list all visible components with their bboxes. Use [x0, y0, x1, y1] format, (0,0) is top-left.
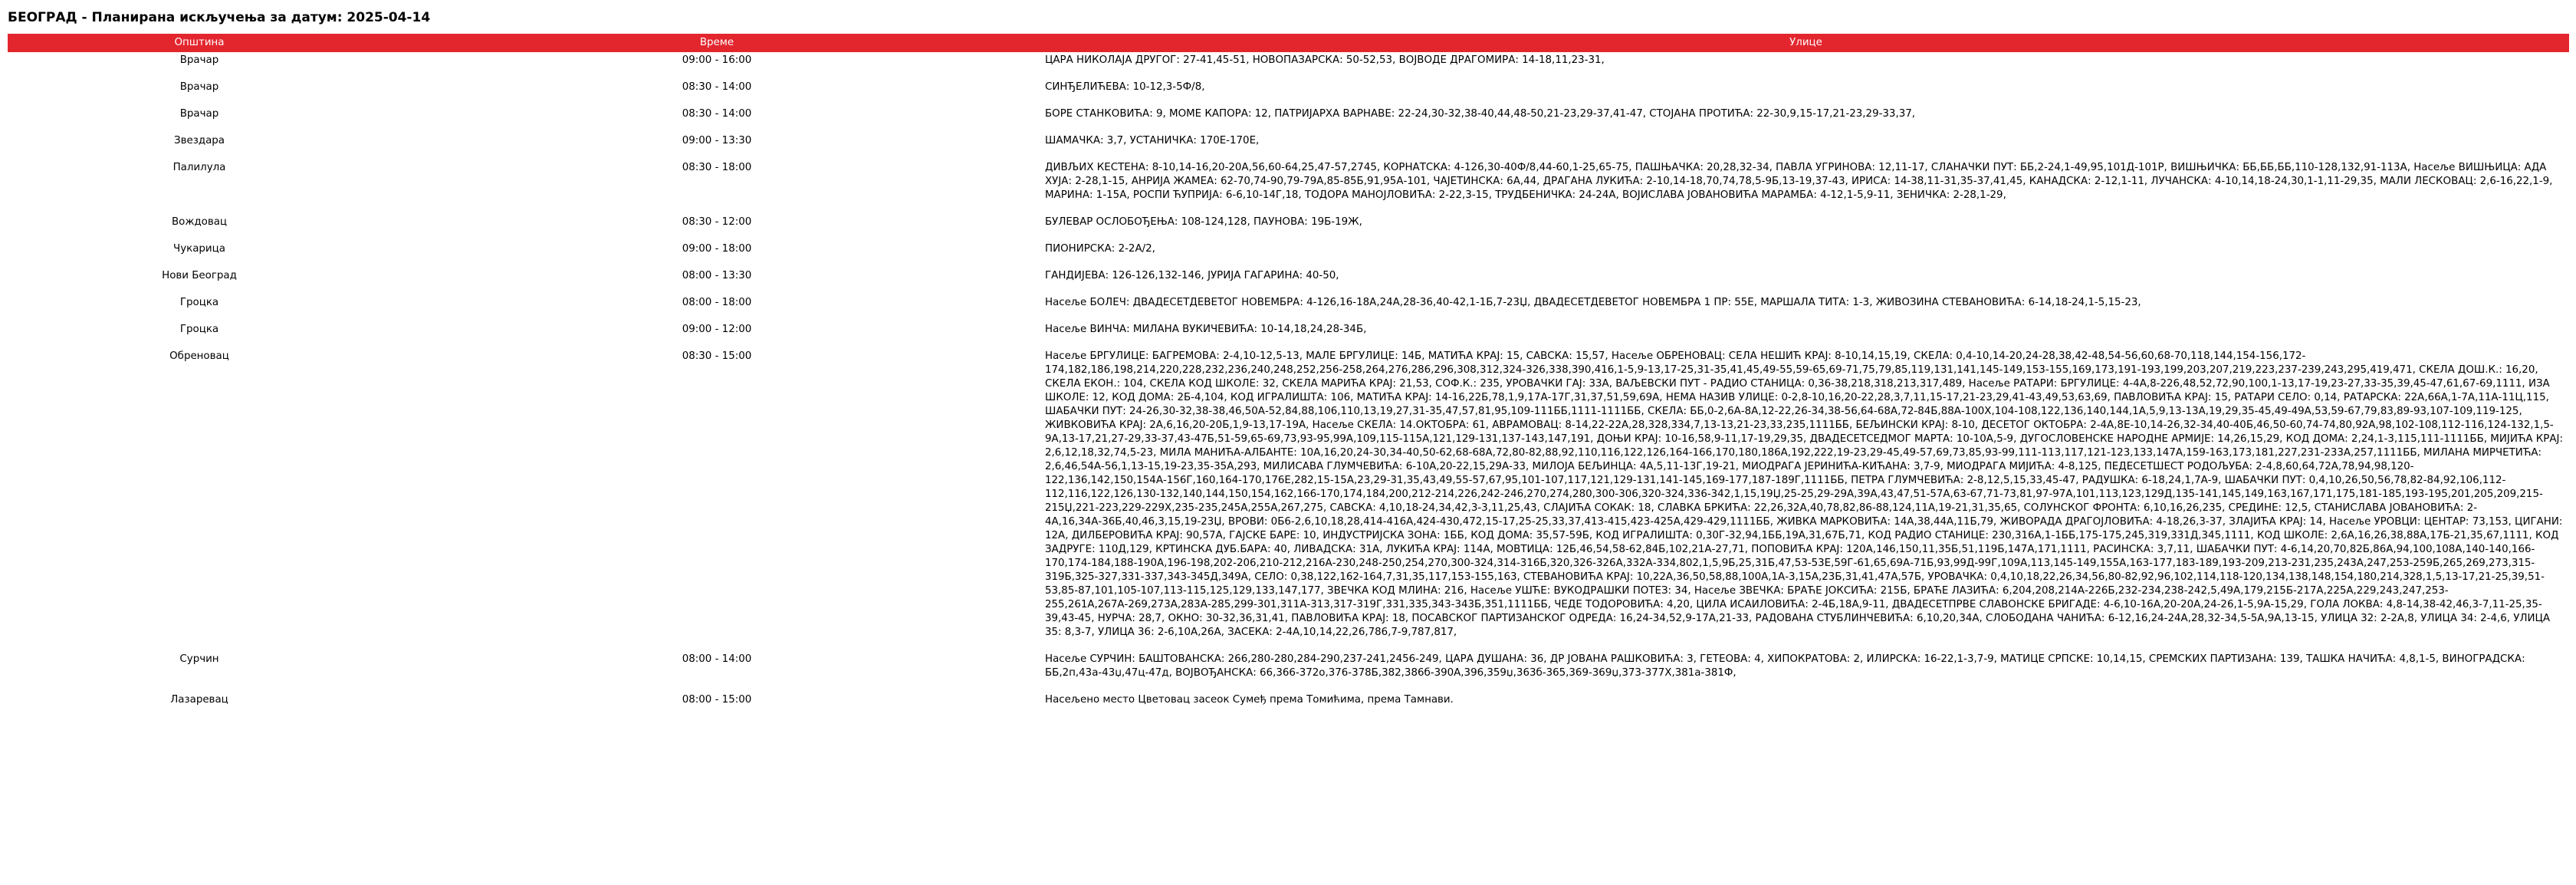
streets-cell: Насеље ВИНЧА: МИЛАНА ВУКИЧЕВИЋА: 10-14,18,24,28-34Б,: [1045, 324, 1367, 335]
table-row: [8, 79, 2569, 106]
time-cell: 09:00 - 18:00: [682, 243, 752, 255]
time-cell: 08:30 - 14:00: [682, 108, 752, 120]
municipality-cell: Сурчин: [179, 653, 219, 665]
table-row: [8, 133, 2569, 160]
time-cell: 08:30 - 12:00: [682, 216, 752, 228]
time-cell: 08:00 - 14:00: [682, 653, 752, 665]
table-row: [8, 160, 2569, 214]
table-row: [8, 321, 2569, 348]
municipality-cell: Гроцка: [179, 324, 219, 335]
streets-cell: ДИВЉИХ КЕСТЕНА: 8-10,14-16,20-20А,56,60-64,25,47-57,2745, КОРНАТСКА: 4-126,30-40Ф/8,44-60,1-25,65-75, ПАШЊАЧКА: 20,28,32-34, ПАВЛА УГРИНОВА: 12,11-17, СЛАНАЧКИ ПУТ: ББ,2-24,1-49,95,101Д-101Р, ВИШЊИЧКА: ББ,ББ,ББ,110-128,132,91-113А, Насеље ВИШЊИЦА: АДА ХУЈА: 2-28,1-15, АНРИЈА ЖАМЕА: 62-70,74-90,79-79А,85-85Б,91,95А-101, ЧАЈЕТИНСКА: 6А,44, ДРАГАНА ЛУКИЋА: 2-10,14-18,70,74,78,5-9Б,13-19,37-43, ИРИСА: 14-38,11-31,35-37,41,45, КАНАДСКА: 2-12,1-11, ЛУЧАНСКА: 4-10,14,18-24,30,1-1,11-29,35, МАЛИ ЛЕСКОВАЦ: 2,6-16,22,1-9, МАРИНА: 1-15А, РОСПИ ЋУПРИЈА: 6-6,10-14Г,18, ТОДОРА МАНОЈЛОВИЋА: 2-22,3-15, ТРУДБЕНИЧКА: 24-24А, ВОЈИСЛАВА ЈОВАНОВИЋА МАРАМБА: 4-12,1-5,9-11, ЗЕНИЧКА: 2-28,1-29,: [1045, 162, 2553, 201]
streets-cell: БОРЕ СТАНКОВИЋА: 9, МОМЕ КАПОРА: 12, ПАТРИЈАРХА ВАРНАВЕ: 22-24,30-32,38-40,44,48-50,21-23,29-37,41-47, СТОЈАНА ПРОТИЋА: 22-30,9,15-17,21-23,29-33,37,: [1045, 108, 1916, 120]
time-cell: 09:00 - 16:00: [682, 54, 752, 66]
municipality-cell: Нови Београд: [162, 270, 237, 281]
time-cell: 08:30 - 15:00: [682, 350, 752, 362]
table-row: [8, 294, 2569, 321]
municipality-cell: Звездара: [173, 135, 225, 146]
municipality-cell: Палилула: [172, 162, 226, 173]
table-row: [8, 651, 2569, 692]
time-cell: 08:00 - 18:00: [682, 297, 752, 308]
table-row: [8, 52, 2569, 79]
municipality-cell: Обреновац: [169, 350, 229, 362]
table-body: [8, 52, 2569, 719]
outages-table: [8, 34, 2569, 719]
time-cell: 08:30 - 18:00: [682, 162, 752, 173]
table-row: [8, 348, 2569, 651]
municipality-cell: Врачар: [179, 81, 219, 93]
time-cell: 09:00 - 13:30: [682, 135, 752, 146]
municipality-cell: Чукарица: [173, 243, 225, 255]
municipality-cell: Гроцка: [179, 297, 219, 308]
time-cell: 08:00 - 15:00: [682, 694, 752, 706]
column-header-opstina: Општина: [8, 34, 391, 52]
municipality-cell: Вождовац: [171, 216, 228, 228]
header-row: [8, 34, 2569, 52]
streets-cell: Насеље СУРЧИН: БАШТОВАНСКА: 266,280-280,284-290,237-241,2456-249, ЦАРА ДУШАНА: 36, ДР ЈОВАНА РАШКОВИЋА: 3, ГЕТЕОВА: 4, ХИПОКРАТОВА: 2, ИЛИРСКА: 16-22,1-3,7-9, МАТИЦЕ СРПСКЕ: 10,14,15, СРЕМСКИХ ПАРТИЗАНА: 139, ТАШКА НАЧИЋА: 4,8,1-5, ВИНОГРАДСКА: ББ,2п,43а-43џ,47ц-47д, ВОЈВОЂАНСКА: 66,366-372о,376-378Б,382,386б-390А,396,359џ,363б-365,369-369џ,373-377Х,381а-381Ф,: [1045, 653, 2525, 679]
municipality-cell: Врачар: [179, 54, 219, 66]
streets-cell: Насеље БРГУЛИЦЕ: БАГРЕМОВА: 2-4,10-12,5-13, МАЛЕ БРГУЛИЦЕ: 14Б, МАТИЋА КРАЈ: 15, САВСКА: 15,57, Насеље ОБРЕНОВАЦ: СЕЛА НЕШИЋ КРАЈ: 8-10,14,15,19, СКЕЛА: 0,4-10,14-20,24-28,38,42-48,54-56,60,68-70,118,144,154-156,172-174,182,186,198,214,220,228,232,236,240,248,252,256-258,264,276,286,296,308,312,324-326,338,390,416,1-5,9-13,17-25,31-35,41,45,49-55,59-65,69-71,75,79,85,119,131,141,145-149,153-155,169,173,191-193,199,203,207,219,223,237-239,243,295,419,471, СКЕЛА ДОШ.К.: 16,20, СКЕЛА ЕКОН.: 104, СКЕЛА КОД ШКОЛЕ: 32, СКЕЛА МАРИЋА КРАЈ: 21,53, СОФ.К.: 235, УРОВАЧКИ ГАЈ: 33А, ВАЉЕВСКИ ПУТ - РАДИО СТАНИЦА: 0,36-38,218,318,213,317,489, Насеље РАТАРИ: БРГУЛИЦЕ: 4-4А,8-226,48,52,72,90,100,1-13,17-19,23-27,33-35,39,45-47,61,67-69,1111, ИЗА ШКОЛЕ: 12, КОД ДОМА: 2Б-4,104, КОД ИГРАЛИШТА: 106, МАТИЋА КРАЈ: 14-16,22Б,78,1,9,17А-17Г,31,37,51,59,69А, НЕМА НАЗИВ УЛИЦЕ: 0-2,8-10,16,20-22,28,3,7,11,15-17,21-23,29,41-43,49,53,63,69, ПАВЛОВИЋА КРАЈ: 15, РАТАРИ СЕЛО: 0,14, РАТАРСКА: 22А,66А,1-7А,11А-11Ц,115, ШАБАЧКИ ПУТ: 24-26,30-32,38-38,46,50А-52,84,88,106,110,13,19,27,31-35,47,57,81,95,109-111ББ,1111-1111ББ, СКЕЛА: ББ,0-2,6А-8А,12-22,26-34,38-56,64-68А,72-84Б,88А-100Х,104-108,122,136,140,144,1А,5,9,13-13А,19,29,35-45,49-49А,53,59-67,79,83,89-93,107-109,119-125, ЖИВКОВИЋА КРАЈ: 2А,6,16,20-20Б,1,9-13,17-19А, Насеље СКЕЛА: 14.ОКТОБРА: 61, АВРАМОВАЦ: 8-14,22-22А,28,328,334,7,13-13,21-23,33,235,1111ББ, БЕЉИНСКИ КРАЈ: 8-10, ДЕСЕТОГ ОКТОБРА: 2-4А,8Е-10,14-26,32-34,40-40Б,46,50-60,74-74,80,92А,98,102-108,112-116,124-132,1,5-9А,13-17,21,27-29,33-37,43-47Б,51-59,65-69,73,93-95,99А,109,115-115А,121,129-131,137-143,147,191, ДОЊИ КРАЈ: 10-16,58,9-11,17-19,29,35, ДВАДЕСЕТСЕДМОГ МАРТА: 10-10А,5-9, ДУГОСЛОВЕНСКЕ НАРОДНЕ АРМИЈЕ: 14,26,15,29, КОД ДОМА: 2,24,1-3,115,111-1111ББ, МИЈИЋА КРАЈ: 2,6,12,18,32,74,5-23, МИЛА МАНИЋА-АЛБАНТЕ: 10А,16,20,24-30,34-40,50-62,68-68А,72,80-82,88,92,110,116,122,126,164-166,170,180,186А,192,222,19-23,29-45,49-57,69,73,85,93-99,111-113,117,121-123,133,147А,159-163,173,181,227,231-233А,257,1111ББ, МИЛАНА МИРЧЕТИЋА: 2,6,46,54А-56,1,13-15,19-23,35-35А,293, МИЛИСАВА ГЛУМЧЕВИЋА: 6-10А,20-22,15,29А-33, МИЛОЈА БЕЉИНЦА: 4А,5,11-13Г,19-21, МИОДРАГА ЈЕРИНИЋА-КИЋАНА: 3,7-9, МИОДРАГА МИЈИЋА: 4-8,125, ПЕДЕСЕТШЕСТ РОДОЉУБА: 2-4,8,60,64,72А,78,94,98,120-122,136,142,150,154А-156Г,160,164-170,176Е,282,15-15А,23,29-31,35,43,49,55-57,67,95,101-107,117,121,129-131,141-145,169-177,187-189Г,1111ББ, ПЕТРА ГЛУМЧЕВИЋА: 2-8,12,5,15,33,45-47, РАДУШКА: 6-18,24,1,7А-9, ШАБАЧКИ ПУТ: 0,4,10,26,50,56,78,82-84,92,106,112-112,116,122,126,130-132,140,144,150,154,162,166-170,174,184,200,212-214,226,242-246,270,274,280,300-306,320-324,336-342,1,15,19Џ,25-25,29-29А,39А,43,47,51-57А,63-67,71-73,81,97-97А,101,113,123,129Д,135-141,145,149,163,167,171,175,181-185,193-195,201,205,209,215-215Џ,221-223,229-229Х,235-235,245А,255А,267,275, САВСКА: 4,10,18-24,34,42,3-3,11,25,43, СЛАЈИЋА СОКАК: 18, СЛАВКА БРКИЋА: 22,26,32А,40,78,82,86-88,124,11А,19-21,31,35,65, СОЛУНСКОГ ФРОНТА: 6,10,16,26,235, СРЕДИНЕ: 12,5, СТАНИСЛАВА ЈОВАНОВИЋА: 2-4А,16,34А-36Б,40,46,3,15,19-23Џ, ВРОВИ: 0Б6-2,6,10,18,28,414-416А,424-430,472,15-17,25-25,33,37,413-415,423-425А,429-429,1111ББ, ЖИВКА МАРКОВИЋА: 14А,38,44А,11Б,79, ЖИВОРАДА ДРАГОЈЛОВИЋА: 4-18,26,3-37, ЗЛАЈИЋА КРАЈ: 14, Насеље УРОВЦИ: ЦЕНТАР: 73,153, ЦИГАНИ: 12А, ДИЛБЕРОВИЋА КРАЈ: 90,57А, ГАЈСКЕ БАРЕ: 10, ИНДУСТРИЈСКА ЗОНА: 1ББ, КОД ДОМА: 35,57-59Б, КОД ИГРАЛИШТА: 0,30Г-32,94,1ББ,19А,31,67Б,71, КОД РАДИО СТАНИЦЕ: 230,316А,1-1ББ,175-175,245,319,331Д,345,1111, КОД ШКОЛЕ: 2,6А,16,26,38,88А,17Б-21,35,67,1111, КОД ЗАДРУГЕ: 110Д,129, КРТИНСКА ДУБ.БАРА: 40, ЛИВАДСКА: 31А, ЛУКИЋА КРАЈ: 114А, МОВТИЦА: 12Б,46,54,58-62,84Б,102,21А-27,71, ПОПОВИЋА КРАЈ: 120А,146,150,11,35Б,51,119Б,147А,171,1111, РАСИНСКА: 3,7,11, ШАБАЧКИ ПУТ: 4-6,14,20,70,82Б,86А,94,100,108А,140-140,166-170,174-184,188-190А,196-198,202-206,210-212,216А-230,248-250,254,270,300-324,314-316Б,320,326-326А,332А-334,802,1,5,9Б,25,31Б,47,53-53Е,59Г-61,65,69А-71Б,93,99Д-99Г,109А,113,145-149,155А,163-177,183-189,193-209,213-231,235,243А,247,253-259Б,265,269,273,315-319Б,325-327,331-337,343-345Д,349А, СЕЛО: 0,38,122,162-164,7,31,35,117,153-155,163, СТЕВАНОВИЋА КРАЈ: 10,22А,36,50,58,88,100А,1А-3,15А,23Б,31,41,47А,57Б, УРОВАЧКА: 0,4,10,18,22,26,34,56,80-82,92,96,102,114,118-120,134,138,148,154,180,214,328,1,5,13-17,21-25,39,51-53,85-87,101,105-107,113-115,125,129,133,147,177, ЗВЕЧКА КОД МЛИНА: 216, Насеље УШЋЕ: ВУКОДРАШКИ ПОТЕЗ: 34, Насеље ЗВЕЧКА: БРАЋЕ ЈОКСИЋА: 215Б, БРАЋЕ ЛАЗИЋА: 6,204,208,214А-226Б,232-234,238-242,5,49А,179,215Б-217А,225А,229,243,247,253-255,261А,267А-269,273А,283А-285,299-301,311А-313,317-319Г,331,335,343-343Б,351,1111ББ, ЧЕДЕ ТОДОРОВИЋА: 4,20, ЦИЛА ИСАИЛОВИЋА: 2-4Б,18А,9-11, ДВАДЕСЕТПРВЕ СЛАВОНСКЕ БРИГАДЕ: 4-6,10-16А,20-20А,24-26,1-5,9А-15,29, ГОЛА ЛОКВА: 4,8-14,38-42,46,3-7,11-25,35-39,43-45, НУРЧА: 28,7, ОКНО: 30-32,36,31,41, ПАВЛОВИЋА КРАЈ: 18, ПОСАВСКОГ ПАРТИЗАНСКОГ ОДРЕДА: 16,24-34,52,9-17А,21-33, РАДОВАНА СТУБЛИНЧЕВИЋА: 6,10,20,34А, СЛОБОДАНА ЧАНИЋА: 6-12,16,24-24А,28,32-34,5-5А,9А,13-15, УЛИЦА 32: 2-2А,8, УЛИЦА 34: 2-4,6, УЛИЦА 35: 8,3-7, УЛИЦА 36: 2-6,10А,26А, ЗАСЕКА: 2-4А,10,14,22,26,786,7-9,787,817,: [1045, 350, 2563, 638]
table-row: [8, 214, 2569, 241]
time-cell: 08:00 - 13:30: [682, 270, 752, 281]
streets-cell: СИНЂЕЛИЋЕВА: 10-12,3-5Ф/8,: [1045, 81, 1205, 93]
table-row: [8, 241, 2569, 268]
table-row: [8, 106, 2569, 133]
streets-cell: ПИОНИРСКА: 2-2А/2,: [1045, 243, 1155, 255]
streets-cell: БУЛЕВАР ОСЛОБОЂЕЊА: 108-124,128, ПАУНОВА: 19Б-19Ж,: [1045, 216, 1362, 228]
table-row: [8, 268, 2569, 294]
table-row: [8, 692, 2569, 719]
time-cell: 08:30 - 14:00: [682, 81, 752, 93]
page-title: БЕОГРАД - Планирана искључења за датум: 2025-04-14: [8, 10, 431, 25]
streets-cell: ШАМАЧКА: 3,7, УСТАНИЧКА: 170Е-170Е,: [1045, 135, 1260, 146]
streets-cell: Насељено место Цветовац засеок Сумеђ према Томићима, према Тамнави.: [1045, 694, 1454, 706]
municipality-cell: Лазаревац: [170, 694, 228, 706]
column-header-vreme: Време: [391, 34, 1043, 52]
streets-cell: ГАНДИЈЕВА: 126-126,132-146, ЈУРИЈА ГАГАРИНА: 40-50,: [1045, 270, 1339, 281]
streets-cell: ЦАРА НИКОЛАЈА ДРУГОГ: 27-41,45-51, НОВОПАЗАРСКА: 50-52,53, ВОЈВОДЕ ДРАГОМИРА: 14-18,11,23-31,: [1045, 54, 1605, 66]
column-header-ulice: Улице: [1043, 34, 2569, 52]
municipality-cell: Врачар: [179, 108, 219, 120]
table-header: [8, 34, 2569, 52]
time-cell: 09:00 - 12:00: [682, 324, 752, 335]
streets-cell: Насеље БОЛЕЧ: ДВАДЕСЕТДЕВЕТОГ НОВЕМБРА: 4-126,16-18А,24А,28-36,40-42,1-1Б,7-23Џ, ДВАДЕСЕТДЕВЕТОГ НОВЕМБРА 1 ПР: 55Е, МАРШАЛА ТИТА: 1-3, ЖИВОЗИНА СТЕВАНОВИЋА: 6-14,18-24,1-5,15-23,: [1045, 297, 2141, 308]
